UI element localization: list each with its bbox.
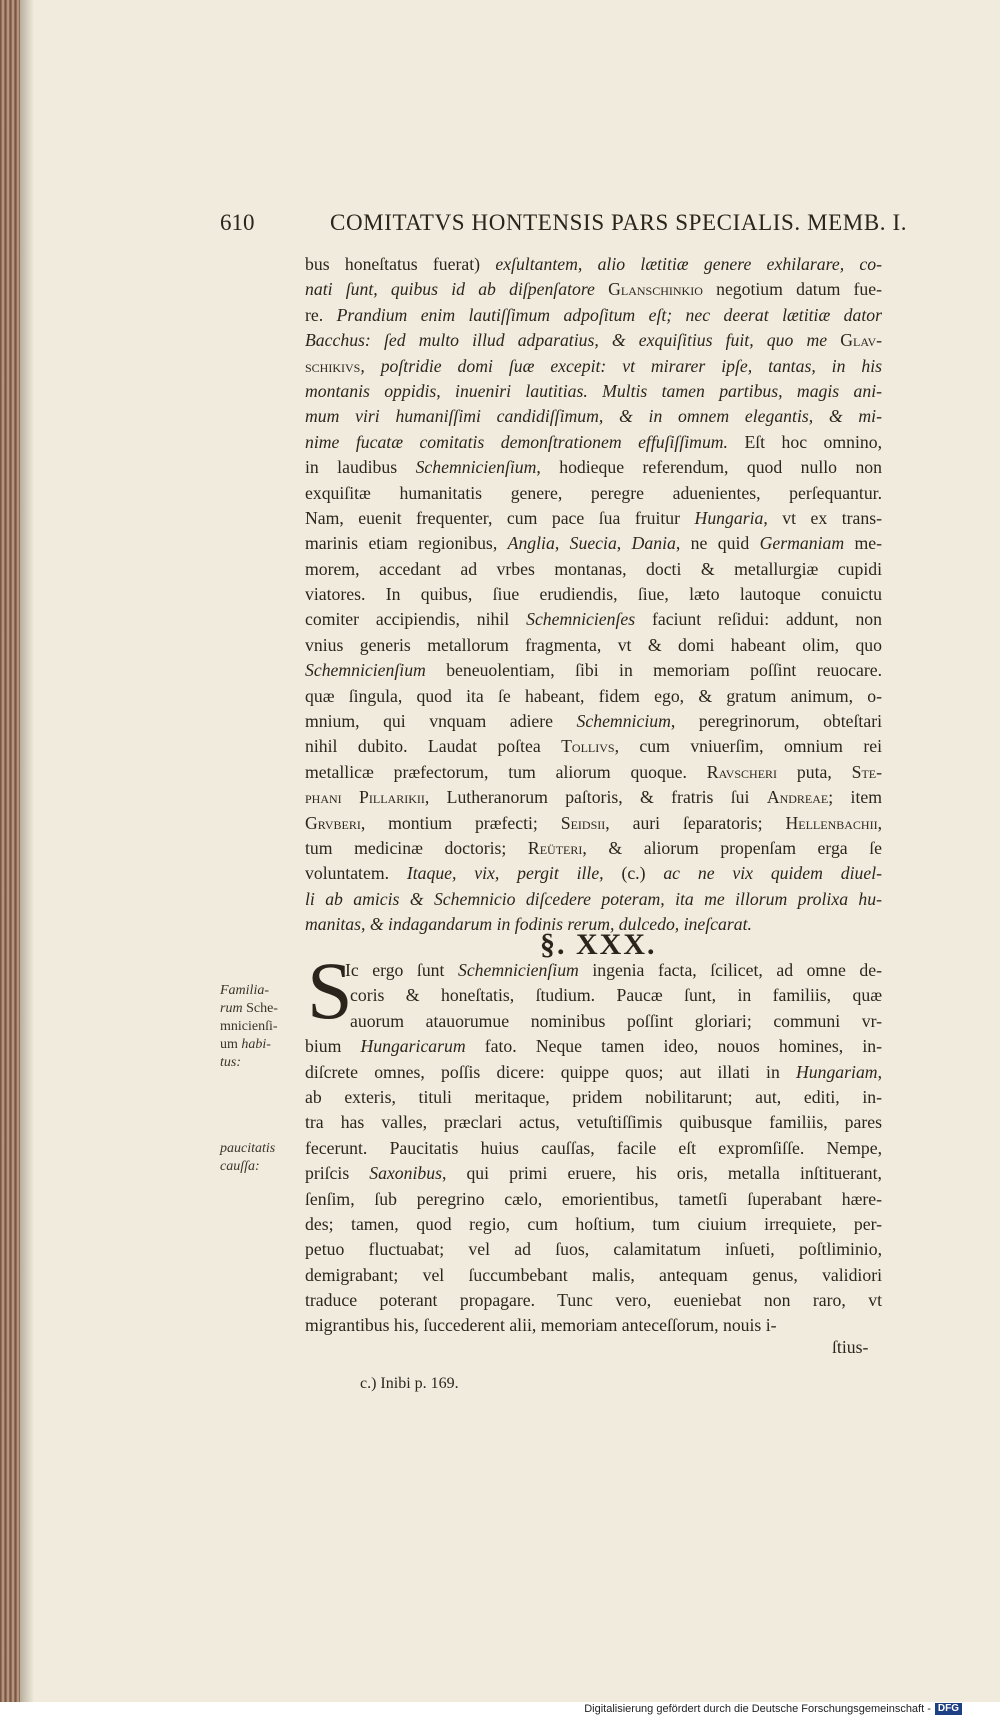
text-line <box>305 887 882 912</box>
text-run: Sche- <box>242 1001 278 1016</box>
text-run: Schemnicienſium <box>457 960 579 980</box>
text-line <box>220 982 290 1000</box>
text-run: Seidsii <box>560 812 606 833</box>
text-line <box>305 1009 882 1034</box>
text-line <box>305 836 882 861</box>
text-run: paucitatis <box>220 1141 276 1156</box>
text-run: , & aliorum propenſam erga ſe <box>582 837 882 858</box>
text-line <box>220 1140 290 1158</box>
text-run: negotium datum fue- <box>702 279 883 300</box>
text-run: , <box>616 533 632 554</box>
text-run: diſcrete omnes, poſſis dicere: quippe quos; aut illati in <box>305 1061 796 1082</box>
text-run: , montium præfecti; <box>360 812 561 833</box>
text-run: Schemnicium <box>576 711 671 732</box>
funding-notice-text: Digitalisierung gefördert durch die Deutsche Forschungsgemeinschaft - <box>584 1703 931 1715</box>
text-run: , <box>554 533 570 554</box>
text-line <box>305 1161 882 1186</box>
text-run: morem, accedant ad vrbes montanas, docti & metallurgiæ cupidi <box>305 558 882 579</box>
text-line <box>305 531 882 556</box>
text-run: schikivs <box>305 355 361 376</box>
text-run: Andreae <box>766 787 829 808</box>
text-run: Bacchus: ſed multo illud adparatius, & exquiſitius fuit, quo me <box>305 330 841 351</box>
text-run: Grvberi <box>305 812 361 833</box>
gutter-shadow <box>20 0 34 1702</box>
text-line <box>305 658 882 683</box>
text-line <box>305 1110 882 1135</box>
text-run: mum viri humaniſſimi candidiſſimum, & in omnem elegantis, & mi- <box>305 406 882 427</box>
text-line <box>305 861 882 886</box>
text-run: , auri ſeparatoris; <box>605 812 786 833</box>
text-line <box>305 303 882 328</box>
text-line <box>305 328 882 353</box>
text-run: , hodieque referendum, quod nullo non <box>536 457 882 478</box>
paragraph-1 <box>305 252 882 938</box>
text-run: comiter accipiendis, nihil <box>305 609 527 630</box>
text-run: manitas, & indagandarum in fodinis rerum, dulcedo, ineſcarat. <box>305 914 752 935</box>
text-run: Ste- <box>851 761 882 782</box>
text-run: li ab amicis & Schemnicio diſcedere poteram, ita me illorum prolixa hu- <box>305 888 882 909</box>
text-line <box>305 1313 882 1338</box>
text-line <box>305 277 882 302</box>
text-line <box>305 481 882 506</box>
text-run: Germaniam <box>759 533 845 554</box>
text-run: ingenia facta, ſcilicet, ad omne de- <box>578 960 882 980</box>
text-run: cauſſa: <box>220 1159 260 1174</box>
text-run: Hungaricarum <box>360 1036 466 1057</box>
text-line <box>220 1018 290 1036</box>
text-run: Schemnicienſes <box>526 609 636 630</box>
text-run: fato. Neque tamen ideo, nouos homines, in- <box>465 1036 882 1057</box>
text-line <box>305 252 882 277</box>
text-run: auorum atauorumue nominibus poſſint gloriari; communi vr- <box>350 1010 882 1031</box>
text-run: priſcis <box>305 1163 370 1184</box>
text-line <box>305 404 882 429</box>
text-run: Nam, euenit frequenter, cum pace ſua fruitur <box>305 507 695 528</box>
text-run: , <box>877 812 882 833</box>
catchword: ſtius- <box>832 1337 869 1357</box>
text-run: nime fucatæ comitatis demonſtrationem effuſiſſimum. <box>305 431 728 452</box>
text-run: tra has valles, præclari actus, vetuſtiſſimis quibusque familiis, pares <box>305 1112 882 1133</box>
text-line <box>305 455 882 480</box>
text-run: puta, <box>777 761 852 782</box>
text-line <box>305 633 882 658</box>
text-run: montanis oppidis, inueniri lautitias. Multis tamen partibus, magis ani- <box>305 380 882 401</box>
text-run: phani Pillarikii <box>305 787 425 808</box>
text-run: Glanschinkio <box>608 279 703 300</box>
text-line <box>305 506 882 531</box>
text-run: Reüteri <box>527 837 583 858</box>
text-run: rum <box>220 1001 243 1016</box>
text-run: marinis etiam regionibus, <box>305 533 508 554</box>
text-run: nati ſunt, quibus id ab diſpenſatore <box>305 279 609 300</box>
text-run: bus honeſtatus fuerat) <box>305 254 496 274</box>
text-line <box>305 1212 882 1237</box>
funding-notice <box>584 1703 962 1715</box>
text-line <box>305 1060 882 1085</box>
text-run: Itaque, vix, pergit ille, <box>406 863 622 884</box>
running-title: COMITATVS HONTENSIS PARS SPECIALIS. MEMB. I. <box>330 210 908 235</box>
running-header <box>220 210 908 244</box>
text-run: voluntatem. <box>305 863 407 884</box>
text-line <box>305 379 882 404</box>
text-run: Ravscheri <box>706 761 778 782</box>
text-line <box>220 1158 290 1176</box>
text-run: , cum vniuerſim, omnium rei <box>614 736 882 757</box>
text-run: bium <box>305 1036 361 1057</box>
text-line <box>305 354 882 379</box>
text-line <box>305 430 882 455</box>
text-run: quæ ſingula, quod ita ſe habeant, fidem ego, & gratum animum, o- <box>305 685 882 706</box>
text-run: , vt ex trans- <box>763 507 882 528</box>
text-run: Dania <box>631 533 676 554</box>
text-run: coris & honeſtatis, ſtudium. Paucæ ſunt, in familiis, quæ <box>350 985 882 1006</box>
text-line <box>305 983 882 1008</box>
text-run: viatores. In quibus, ſiue erudiendis, ſiue, læto lautoque conuictu <box>305 584 882 605</box>
text-line <box>305 958 882 983</box>
text-run: Anglia <box>507 533 555 554</box>
text-run: ſenſim, ſub peregrino cælo, emorientibus, tametſi ſuperabant hære- <box>305 1188 882 1209</box>
text-line <box>305 1263 882 1288</box>
text-line <box>305 1085 882 1110</box>
text-run: des; tamen, quod regio, cum hoſtium, tum ciuium irrequiete, per- <box>305 1213 882 1234</box>
footer-bar <box>0 1702 1000 1718</box>
book-spine-edge <box>0 0 20 1702</box>
text-run: Hungariam <box>796 1061 878 1082</box>
text-run: habi- <box>241 1037 271 1052</box>
text-run: Ic ergo ſunt <box>345 960 458 980</box>
text-run: petuo fluctuabat; vel ad ſuos, calamitatum inſueti, poſtliminio, <box>305 1239 882 1260</box>
text-run: Familia- <box>220 983 269 998</box>
text-line <box>220 1054 290 1072</box>
text-run: tum medicinæ doctoris; <box>305 837 528 858</box>
text-run: fecerunt. Paucitatis huius cauſſas, facile eſt expromſiſſe. Nempe, <box>305 1137 882 1158</box>
text-line <box>305 607 882 632</box>
text-run: , poſtridie domi ſuæ excepit: vt mirarer ipſe, tantas, in his <box>360 355 882 376</box>
text-run: vnius generis metallorum fragmenta, vt & domi habeant olim, quo <box>305 634 882 655</box>
text-line <box>305 760 882 785</box>
text-run: mnicienſi- <box>220 1019 278 1034</box>
text-run: metallicæ præfectorum, tum aliorum quoque. <box>305 761 707 782</box>
text-run: , <box>877 1061 882 1082</box>
text-line <box>220 1036 290 1054</box>
text-line <box>305 709 882 734</box>
text-run: migrantibus his, ſuccederent alii, memoriam anteceſſorum, nouis i- <box>305 1315 777 1336</box>
section-heading: §. XXX. <box>540 928 657 961</box>
text-line <box>305 1136 882 1161</box>
text-run: Schemnicienſium <box>305 660 426 681</box>
text-run: Prandium enim lautiſſimum adpoſitum eſt; nec deerat lætitiæ dator <box>336 304 882 325</box>
text-line <box>305 785 882 810</box>
text-run: Tollivs <box>561 736 615 757</box>
text-run: ac ne vix quidem diuel- <box>645 863 882 884</box>
text-run: um <box>220 1037 242 1052</box>
text-run: Saxonibus <box>369 1163 442 1184</box>
text-run: beneuolentiam, ſibi in memoriam poſſint reuocare. <box>425 660 882 681</box>
text-line <box>305 557 882 582</box>
sidenote-paucitatis-caussa <box>220 1140 290 1176</box>
text-run: tus: <box>220 1055 241 1070</box>
text-run: Eſt hoc omnino, <box>727 431 882 452</box>
text-run: Glav- <box>840 330 882 351</box>
text-run: faciunt reſidui: addunt, non <box>635 609 882 630</box>
text-run: exquiſitæ humanitatis genere, peregre aduenientes, perſequantur. <box>305 482 882 503</box>
text-run: in laudibus <box>305 457 416 478</box>
dfg-logo: DFG <box>935 1703 962 1715</box>
footnote: c.) Inibi p. 169. <box>360 1375 459 1392</box>
text-line <box>305 1288 882 1313</box>
text-run: nihil dubito. Laudat poſtea <box>305 736 562 757</box>
text-run: , ne quid <box>675 533 760 554</box>
text-run: mnium, qui vnquam adiere <box>305 711 577 732</box>
text-line <box>305 811 882 836</box>
text-line <box>305 734 882 759</box>
text-run: Hellenbachii <box>785 812 878 833</box>
text-line <box>305 684 882 709</box>
text-run: Hungaria <box>694 507 764 528</box>
text-run: ab exteris, tituli meritaque, pridem nobilitarunt; aut, editi, in- <box>305 1086 882 1107</box>
text-line <box>305 1237 882 1262</box>
text-line <box>305 1034 882 1059</box>
text-line <box>305 582 882 607</box>
text-run: , qui primi eruere, his oris, metalla inſtituerant, <box>441 1163 882 1184</box>
text-run: (c.) <box>621 863 646 884</box>
sidenote-familiarum-habitus <box>220 982 290 1072</box>
text-run: re. <box>305 304 337 325</box>
page-number: 610 <box>220 210 255 235</box>
text-run: demigrabant; vel ſuccumbebant malis, antequam genus, validiori <box>305 1264 882 1285</box>
text-run: , peregrinorum, obteſtari <box>670 711 883 732</box>
text-run: ; item <box>828 787 882 808</box>
text-run: me- <box>844 533 883 554</box>
text-run: Schemnicienſium <box>415 457 537 478</box>
text-run: Suecia <box>569 533 617 554</box>
text-line <box>305 1187 882 1212</box>
paragraph-2 <box>305 958 882 1339</box>
text-run: , Lutheranorum paſtoris, & fratris ſui <box>424 787 767 808</box>
text-line <box>220 1000 290 1018</box>
text-run: exſultantem, alio lætitiæ genere exhilarare, co- <box>495 254 883 274</box>
text-run: traduce poterant propagare. Tunc vero, eueniebat non raro, vt <box>305 1290 882 1311</box>
drop-cap-initial: S <box>307 945 353 1036</box>
